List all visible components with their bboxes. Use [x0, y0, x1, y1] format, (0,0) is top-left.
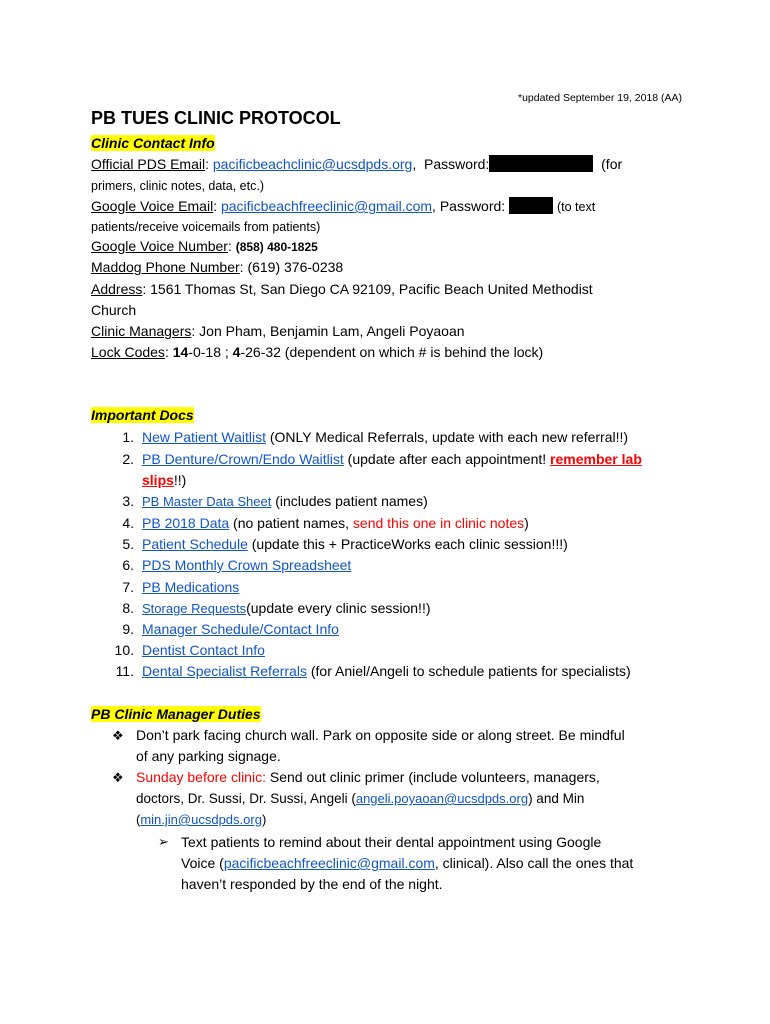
paren-open: (: [136, 812, 141, 827]
diamond-bullet-icon: ❖: [112, 728, 124, 743]
doc-warning-cont: slips: [142, 472, 174, 488]
doc-link-master-data[interactable]: PB Master Data Sheet: [142, 494, 272, 509]
doc-warning: remember lab: [550, 451, 642, 467]
managers-names: Jon Pham, Benjamin Lam, Angeli Poyaoan: [199, 323, 465, 339]
doc-desc-cont: !!): [173, 472, 187, 488]
gv-email-link[interactable]: pacificbeachfreeclinic@gmail.com: [220, 198, 433, 214]
address-b: Church: [91, 302, 137, 318]
doc-item-7: [110, 578, 239, 596]
doc-link-manager-schedule[interactable]: Manager Schedule/Contact Info: [142, 621, 339, 637]
gv-email-line: Google Voice Email: pacificbeachfreeclinic@gmail.com, Password: (to text: [91, 198, 596, 214]
pds-email-line: Official PDS Email: pacificbeachclinic@ucsdpds.org, Password: (for: [91, 156, 623, 172]
duty-parking-b: of any parking signage.: [136, 748, 281, 764]
doc-num: 1.: [122, 429, 134, 445]
managers-line: Clinic Managers: Jon Pham, Benjamin Lam, Angeli Poyaoan: [91, 323, 465, 339]
diamond-bullet-icon: ❖: [112, 770, 124, 785]
duty-parking-a: Don’t park facing church wall. Park on opposite side or along street. Be mindful: [136, 727, 625, 743]
page-title: PB TUES CLINIC PROTOCOL: [91, 108, 341, 128]
lock-code2-rest: -26-32 (dependent on which # is behind the lock): [240, 344, 544, 360]
angeli-email-link[interactable]: angeli.poyaoan@ucsdpds.org: [355, 791, 529, 806]
doc-num: 7.: [122, 579, 134, 595]
doc-link-2018-data[interactable]: PB 2018 Data: [142, 515, 230, 531]
doc-link-patient-schedule[interactable]: Patient Schedule: [142, 536, 248, 552]
duty-primer-b: doctors, Dr. Sussi, Dr. Sussi, Angeli (: [136, 791, 356, 806]
pds-note-line: primers, clinic notes, data, etc.): [91, 179, 264, 193]
doc-desc: (no patient names,: [229, 515, 353, 531]
duty-primer-c: ) and Min: [528, 791, 585, 806]
redacted-gv-password: [509, 197, 553, 214]
address-a: 1561 Thomas St, San Diego CA 92109, Pacific Beach United Methodist: [150, 281, 593, 297]
doc-num: 10.: [114, 642, 134, 658]
doc-item-4: [110, 514, 529, 532]
doc-link-new-patient-waitlist[interactable]: New Patient Waitlist: [142, 429, 266, 445]
doc-desc: (update every clinic session!!): [246, 600, 431, 616]
duty-parking: [136, 725, 625, 767]
address-line: Address: 1561 Thomas St, San Diego CA 92109, Pacific Beach United Methodist: [91, 281, 593, 297]
lock-label: Lock Codes: [91, 344, 165, 360]
doc-link-specialist-referrals[interactable]: Dental Specialist Referrals: [142, 663, 307, 679]
lock-code1-rest: -0-18 ;: [188, 344, 233, 360]
duties-heading: PB Clinic Manager Duties: [91, 706, 261, 722]
duty-text-b: Voice (: [181, 855, 224, 871]
lock-code1: 14: [172, 344, 189, 360]
doc-desc: (includes patient names): [271, 493, 428, 509]
gv-email-label: Google Voice Email: [91, 198, 214, 214]
doc-desc: (update after each appointment!: [343, 451, 551, 467]
doc-item-5: [110, 535, 568, 553]
doc-num: 11.: [115, 663, 134, 679]
gv-number-label: Google Voice Number: [91, 238, 228, 254]
pds-email-link[interactable]: pacificbeachclinic@ucsdpds.org: [212, 156, 413, 172]
maddog-line: Maddog Phone Number: (619) 376-0238: [91, 259, 344, 275]
doc-num: 9.: [122, 621, 134, 637]
redacted-password: [489, 155, 593, 172]
maddog-number: (619) 376-0238: [247, 259, 344, 275]
gv-email-link-2[interactable]: pacificbeachfreeclinic@gmail.com: [223, 855, 435, 871]
duty-text-c: , clinical). Also call the ones that: [434, 855, 634, 871]
doc-warning: send this one in clinic notes: [352, 515, 525, 531]
doc-num: 4.: [122, 515, 134, 531]
docs-heading-line: [91, 406, 194, 424]
pds-note-a: (for: [601, 156, 623, 172]
doc-item-11: [110, 662, 631, 680]
doc-item-8: [110, 599, 431, 618]
docs-heading: Important Docs: [91, 407, 194, 423]
lock-codes-line: Lock Codes: 14-0-18 ; 4-26-32 (dependent on which # is behind the lock): [91, 344, 544, 360]
contact-heading: Clinic Contact Info: [91, 135, 215, 151]
gv-number-line: Google Voice Number: (858) 480-1825: [91, 238, 318, 254]
doc-num: 5.: [122, 536, 134, 552]
doc-item-10: [110, 641, 265, 659]
duty-text-d: haven’t responded by the end of the night.: [181, 876, 443, 892]
doc-desc: (update this + PracticeWorks each clinic session!!!): [247, 536, 568, 552]
doc-link-medications[interactable]: PB Medications: [142, 579, 240, 595]
doc-num: 2.: [122, 451, 134, 467]
doc-item-1: [110, 428, 628, 446]
doc-link-dentist-contact[interactable]: Dentist Contact Info: [142, 642, 265, 658]
doc-link-storage-requests[interactable]: Storage Requests: [142, 601, 247, 616]
min-email-link[interactable]: min.jin@ucsdpds.org: [140, 812, 262, 827]
managers-label: Clinic Managers: [91, 323, 192, 339]
pds-password-label: Password:: [424, 156, 490, 172]
address-label: Address: [91, 281, 143, 297]
pds-email-label: Official PDS Email: [91, 156, 206, 172]
doc-link-denture-waitlist[interactable]: PB Denture/Crown/Endo Waitlist: [142, 451, 344, 467]
doc-item-2: [110, 450, 642, 468]
doc-num: 6.: [122, 557, 134, 573]
doc-num: 8.: [122, 600, 134, 616]
doc-num: 3.: [122, 493, 134, 509]
updated-note: *updated September 19, 2018 (AA): [518, 92, 683, 104]
duty-primer-a: Send out clinic primer (include volunteers, managers,: [265, 769, 600, 785]
doc-item-6: [110, 556, 351, 574]
maddog-label: Maddog Phone Number: [91, 259, 240, 275]
gv-note-a: (to text: [556, 200, 596, 214]
gv-number: (858) 480-1825: [235, 240, 318, 254]
gv-note-line: patients/receive voicemails from patients): [91, 220, 321, 234]
doc-desc: (ONLY Medical Referrals, update with each new referral!!): [265, 429, 629, 445]
lock-code2: 4: [232, 344, 241, 360]
doc-item-2-cont: [110, 471, 186, 489]
doc-desc-end: ): [524, 515, 529, 531]
duty-primer: [136, 767, 600, 830]
contact-heading-line: [91, 134, 215, 152]
duty-primer-when: Sunday before clinic:: [136, 769, 266, 785]
duty-text-a: Text patients to remind about their dental appointment using Google: [181, 834, 602, 850]
arrow-bullet-icon: ➢: [158, 834, 169, 849]
doc-item-3: [110, 492, 428, 511]
doc-link-crown-spreadsheet[interactable]: PDS Monthly Crown Spreadsheet: [142, 557, 352, 573]
paren-close: ): [261, 812, 267, 827]
duties-heading-line: [91, 705, 261, 723]
doc-desc: (for Aniel/Angeli to schedule patients for specialists): [306, 663, 631, 679]
duty-text-patients: [181, 832, 633, 895]
gv-password-label: , Password:: [432, 198, 506, 214]
doc-item-9: [110, 620, 339, 638]
